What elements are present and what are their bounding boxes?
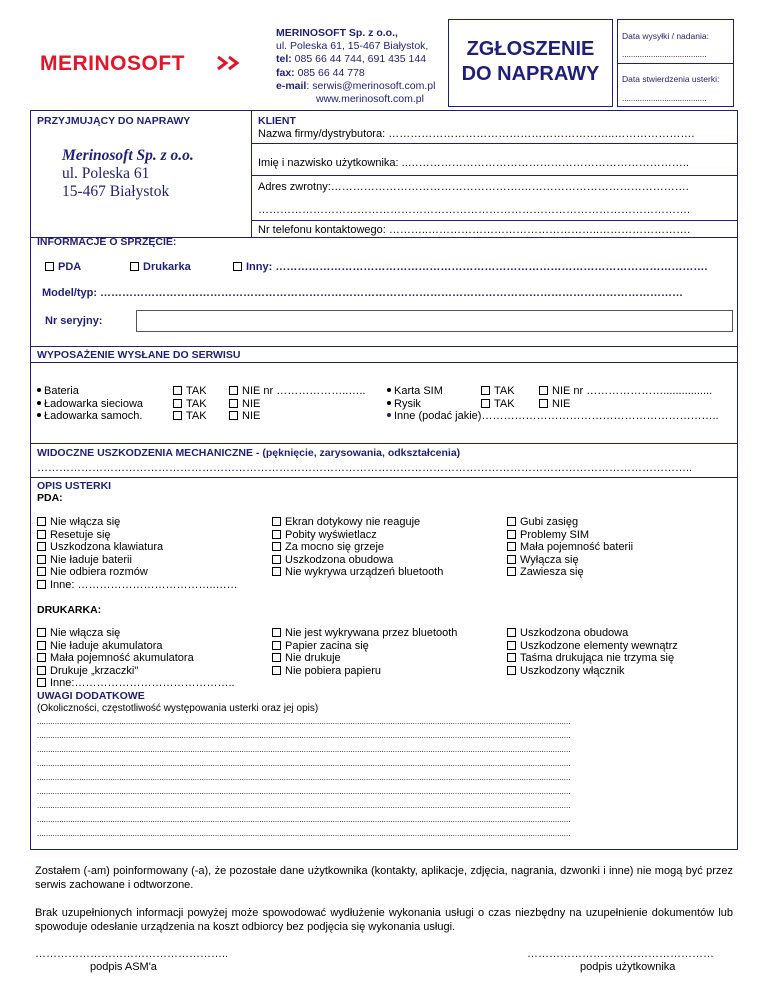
client-address-field[interactable]: Adres zwrotny:…………………………………………….………………………………………. [258,181,689,193]
receiver-street: ul. Poleska 61 [62,165,150,182]
date-confirm-field[interactable]: ...................................... [622,94,707,103]
receiver-heading: PRZYJMUJĄCY DO NAPRAWY [37,115,191,127]
title-line2: DO NAPRAWY [461,63,600,85]
checkbox-icon[interactable] [45,262,54,271]
signature-asm-label: podpis ASM'a [90,961,157,973]
data-loss-notice: Zostałem (-am) poinformowany (-a), że pozostałe dane użytkownika (kontakty, aplikacje, zdjęcia, nagrania, dzwonki i inne) nie mogą być przez serwis zachowane i odtworzone. [35,865,733,891]
equipment-list-left: Bateria Ładowarka sieciowa Ładowarka samoch. [37,385,143,423]
signature-user-field[interactable]: …………………………………………… [527,948,714,960]
company-contact [276,27,446,106]
client-address-field-2[interactable]: ………………………………………………………………………………………………………. [258,204,691,216]
bullet-icon [387,401,391,405]
remarks-subheading: (Okoliczności, częstotliwość występowania usterki oraz jej opis) [37,703,319,714]
serial-label: Nr seryjny: [45,315,103,327]
title-line1: ZGŁOSZENIE [466,38,595,60]
equipment-tak-col[interactable]: TAK TAK TAK [173,385,207,423]
client-phone-field[interactable]: Nr telefonu kontaktowego: ………..………………………………………..……………………. [258,224,691,236]
remarks-heading: UWAGI DODATKOWE [37,690,145,702]
equipment-heading: WYPOSAŻENIE WYSŁANE DO SERWISU [37,349,241,361]
receiver-address [62,147,194,201]
model-field[interactable]: Model/typ: …………………………………………………………………………………………………………………………………………… [42,287,684,299]
tel-value: 085 66 44 744, 691 435 144 [291,53,427,66]
svg-text:MERINOSOFT: MERINOSOFT [40,53,185,73]
receiver-name: Merinosoft Sp. z o.o. [62,147,194,164]
client-heading: KLIENT [258,115,296,127]
faults-printer-label: DRUKARKA: [37,604,102,616]
fax-value: 085 66 44 778 [294,66,365,79]
damage-field[interactable]: …………………………………………………………………………………………………………………………………………………………….. [37,462,693,474]
pda-faults-col1[interactable]: Nie włącza się Resetuje się Uszkodzona klawiatura Nie ładuje baterii Nie odbiera rozmów Inne: ………………………………..…… [37,516,238,592]
website: www.merinosoft.com.pl [316,93,424,106]
incomplete-info-notice: Brak uzupełnionych informacji powyżej może spowodować wydłużenie wykonania usługi o czas niezbędny na uzupełnienie dokumentów lub spowoduje odesłanie urządzenia na koszt odbiorcy bez podjęcia się wykonania usługi. [35,907,733,933]
bullet-icon [387,388,391,392]
page-title [448,37,613,87]
printer-faults-col3[interactable]: Uszkodzona obudowa Uszkodzone elementy wewnątrz Taśma drukująca nie trzyma się Uszkodzony włącznik [507,627,678,677]
device-heading: INFORMACJE O SPRZĘCIE: [37,236,177,248]
equipment-other-field[interactable]: Inne (podać jakie)……………………………………………………….. [394,410,719,423]
option-other[interactable]: Inny: ………………………………………………………………………………………………………. [233,261,707,274]
bullet-icon [37,388,41,392]
bullet-icon [387,413,391,417]
option-pda[interactable]: PDA [45,261,81,274]
faults-heading: OPIS USTERKI [37,480,112,492]
checkbox-icon[interactable] [130,262,139,271]
bullet-icon [37,413,41,417]
signature-user-label: podpis użytkownika [580,961,676,973]
equipment-nie-col[interactable]: NIE nr ………………..….. NIE NIE [229,385,365,423]
date-confirm-label: Data stwierdzenia usterki: [622,74,720,84]
date-send-field[interactable]: ...................................... [622,50,707,59]
signature-asm-field[interactable]: …………………………………………….. [35,948,229,960]
option-printer[interactable]: Drukarka [130,261,191,274]
email-value: : serwis@merinosoft.com.pl [306,79,436,92]
client-user-field[interactable]: Imię i nazwisko użytkownika: ..………………………………………………………………….. [258,157,689,169]
date-send-label: Data wysyłki / nadania: [622,31,709,41]
receiver-city: 15-467 Białystok [62,183,170,200]
equipment-tak-col-right[interactable]: TAK TAK [481,385,515,410]
pda-faults-col2[interactable]: Ekran dotykowy nie reaguje Pobity wyświetlacz Za mocno się grzeje Uszkodzona obudowa Nie wykrywa urządzeń bluetooth [272,516,443,579]
serial-input[interactable] [136,310,733,332]
fax-label: fax: [276,66,295,79]
merinosoft-logo-icon [40,53,255,73]
checkbox-icon[interactable] [233,262,242,271]
company-address: ul. Poleska 61, 15-467 Białystok, [276,40,429,53]
company-name: MERINOSOFT Sp. z o.o., [276,27,398,39]
damage-heading: WIDOCZNE USZKODZENIA MECHANICZNE - (pęknięcie, zarysowania, odkształcenia) [37,447,461,459]
printer-faults-col1[interactable]: Nie włącza się Nie ładuje akumulatora Mała pojemność akumulatora Drukuje „krzaczki" Inne:…………………………………….. [37,627,235,690]
bullet-icon [37,401,41,405]
client-company-field[interactable]: Nazwa firmy/dystrybutora: ……………………………………………………..…………………. [258,128,695,140]
equipment-list-right: Karta SIM Rysik Inne (podać jakie)……………………………………………………….. [387,385,719,423]
equipment-nie-col-right[interactable]: NIE nr …………………................ NIE [539,385,712,410]
pda-faults-col3[interactable]: Gubi zasięg Problemy SIM Mała pojemność baterii Wyłącza się Zawiesza się [507,516,633,579]
tel-label: tel: [276,53,292,66]
email-label: e-mail [276,79,307,92]
printer-faults-col2[interactable]: Nie jest wykrywana przez bluetooth Papier zacina się Nie drukuje Nie pobiera papieru [272,627,457,677]
faults-pda-label: PDA: [37,492,63,504]
logo [40,53,255,73]
